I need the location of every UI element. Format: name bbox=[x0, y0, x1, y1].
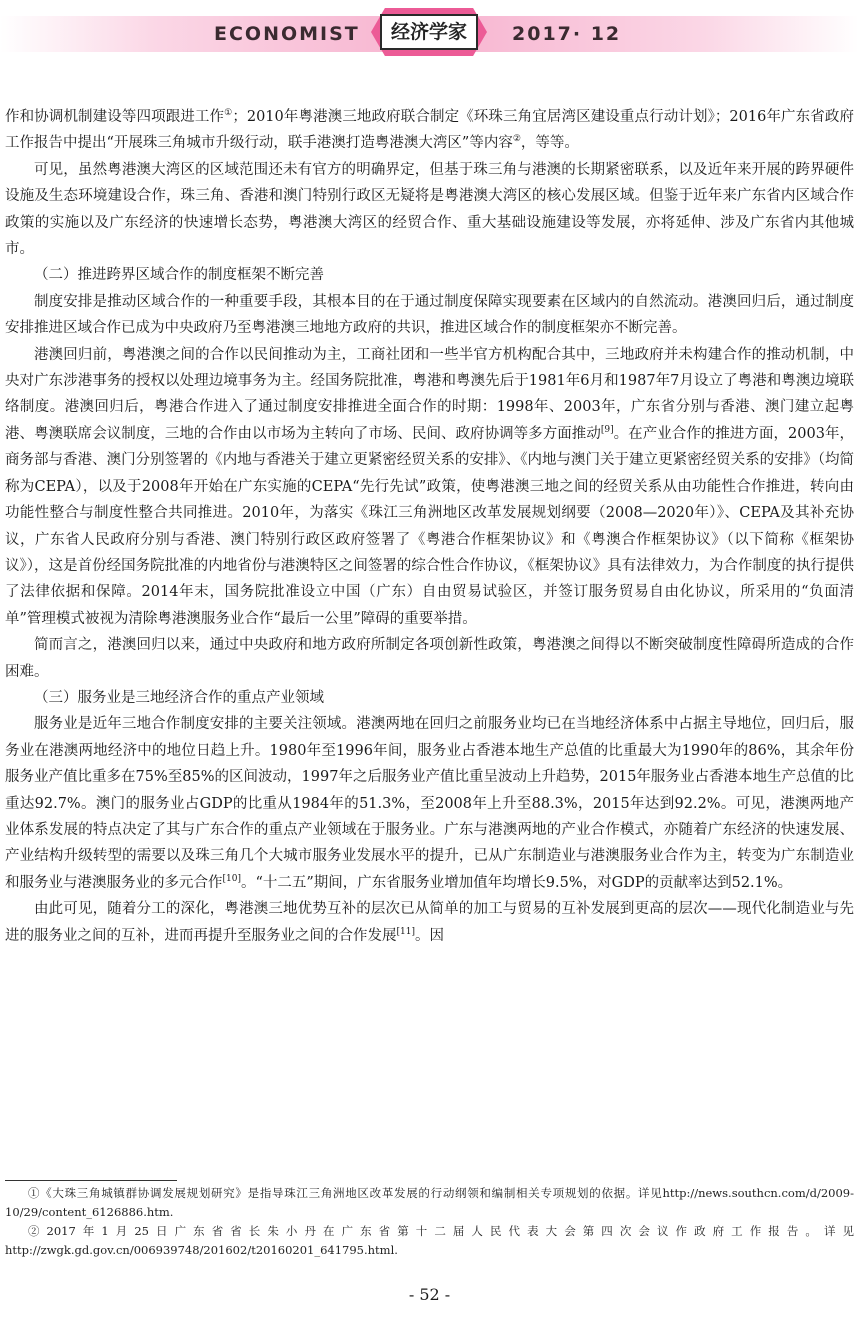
paragraph-6: 服务业是近年三地合作制度安排的主要关注领域。港澳两地在回归之前服务业均已在当地经济体系中占据主导地位，回归后，服务业在港澳两地经济中的地位日趋上升。1980年至1996年间，服务业占香港本地生产总值的比重最大为1990年的86%，其余年份服务业产值比重多在75%至85%的区间波动，1997年之后服务业产值比重呈波动上升趋势，2015年服务业占香港本地生产总值的比重达92.7%。澳门的服务业占GDP的比重从1984年的51.3%，至2008年上升至88.3%，2015年达到92.2%。可见，港澳两地产业体系发展的特点决定了其与广东合作的重点产业领域在于服务业。广东与港澳两地的产业合作模式，亦随着广东经济的快速发展、产业结构升级转型的需要以及珠三角几个大城市服务业发展水平的提升，已从广东制造业与港澳服务业合作为主，转变为广东制造业和服务业与港澳服务业的多元合作[10]。“十二五”期间，广东省服务业增加值年均增长9.5%，对GDP的贡献率达到52.1%。 bbox=[5, 716, 854, 891]
citation-ref-10[interactable]: [10] bbox=[222, 873, 241, 884]
article-body bbox=[5, 104, 854, 949]
citation-ref-11[interactable]: [11] bbox=[396, 926, 415, 937]
footnote-ref-1[interactable]: ① bbox=[224, 108, 233, 119]
section-heading-2: （二）推进跨界区域合作的制度框架不断完善 bbox=[34, 267, 324, 284]
paragraph-1: 作和协调机制建设等四项跟进工作①；2010年粤港澳三地政府联合制定《环珠三角宜居湾区建设重点行动计划》；2016年广东省政府工作报告中提出“开展珠三角城市升级行动，联手港澳打造粤港澳大湾区”等内容②，等等。 bbox=[5, 108, 854, 152]
footnote-divider bbox=[5, 1180, 177, 1181]
page-header bbox=[0, 0, 859, 68]
footnotes bbox=[5, 1184, 854, 1260]
paragraph-7: 由此可见，随着分工的深化，粤港澳三地优势互补的层次已从简单的加工与贸易的互补发展到更高的层次——现代化制造业与先进的服务业之间的互补，进而再提升至服务业之间的合作发展[11]。因 bbox=[5, 901, 854, 944]
journal-english-name: ECONOMIST bbox=[214, 23, 360, 45]
paragraph-4: 港澳回归前，粤港澳之间的合作以民间推动为主，工商社团和一些半官方机构配合其中，三地政府并未构建合作的推动机制，中央对广东涉港事务的授权以处理边境事务为主。经国务院批准，粤港和粤澳先后于1981年6月和1987年7月设立了粤港和粤澳边境联络制度。港澳回归后，粤港合作进入了通过制度安排推进全面合作的时期：1998年、2003年，广东省分别与香港、澳门建立起粤港、粤澳联席会议制度，三地的合作由以市场为主转向了市场、民间、政府协调等多方面推动[9]。在产业合作的推进方面，2003年，商务部与香港、澳门分别签署的《内地与香港关于建立更紧密经贸关系的安排》、《内地与澳门关于建立更紧密经贸关系的安排》（均简称为CEPA），以及于2008年开始在广东实施的CEPA“先行先试”政策，使粤港澳三地之间的经贸关系从由功能性合作推进，转向由功能性整合与制度性整合共同推进。2010年，为落实《珠江三角洲地区改革发展规划纲要（2008—2020年）》、CEPA及其补充协议，广东省人民政府分别与香港、澳门特别行政区政府签署了《粤港合作框架协议》和《粤澳合作框架协议》（以下简称《框架协议》），这是首份经国务院批准的内地省份与港澳特区之间签署的综合性合作协议，《框架协议》具有法律效力，为合作制度的执行提供了法律依据和保障。2014年末，国务院批准设立中国（广东）自由贸易试验区，并签订服务贸易自由化协议，所采用的“负面清单”管理模式被视为清除粤港澳服务业合作“最后一公里”障碍的重要举措。 bbox=[5, 346, 855, 627]
paragraph-2: 可见，虽然粤港澳大湾区的区域范围还未有官方的明确界定，但基于珠三角与港澳的长期紧密联系，以及近年来开展的跨界硬件设施及生态环境建设合作，珠三角、香港和澳门特别行政区无疑将是粤港澳大湾区的核心发展区域。但鉴于近年来广东省内区域合作政策的实施以及广东经济的快速增长态势，粤港澳大湾区的经贸合作、重大基础设施建设等发展，亦将延伸、涉及广东省内其他城市。 bbox=[5, 161, 854, 258]
paragraph-3: 制度安排是推动区域合作的一种重要手段，其根本目的在于通过制度保障实现要素在区域内的自然流动。港澳回归后，通过制度安排推进区域合作已成为中央政府乃至粤港澳三地地方政府的共识，推进区域合作的制度框架亦不断完善。 bbox=[5, 293, 854, 337]
journal-chinese-name: 经济学家 bbox=[380, 14, 478, 50]
footnote-1: ①《大珠三角城镇群协调发展规划研究》是指导珠江三角洲地区改革发展的行动纲领和编制相关专项规划的依据。详见http://news.southcn.com/d/2009-10/29/content_6126886.htm. bbox=[5, 1186, 854, 1219]
footnote-2: ②2017年1月25日广东省省长朱小丹在广东省第十二届人民代表大会第四次会议作政府工作报告。详见http://zwgk.gd.gov.cn/006939748/201602/t20160201_641795.html. bbox=[5, 1224, 854, 1257]
issue-label: 2017· 12 bbox=[512, 23, 622, 45]
footnote-ref-2[interactable]: ② bbox=[512, 134, 521, 145]
citation-ref-9[interactable]: [9] bbox=[600, 425, 614, 436]
page-number: - 52 - bbox=[408, 1285, 451, 1304]
paragraph-5: 简而言之，港澳回归以来，通过中央政府和地方政府所制定各项创新性政策，粤港澳之间得以不断突破制度性障碍所造成的合作困难。 bbox=[5, 637, 854, 680]
section-heading-3: （三）服务业是三地经济合作的重点产业领域 bbox=[34, 689, 324, 706]
